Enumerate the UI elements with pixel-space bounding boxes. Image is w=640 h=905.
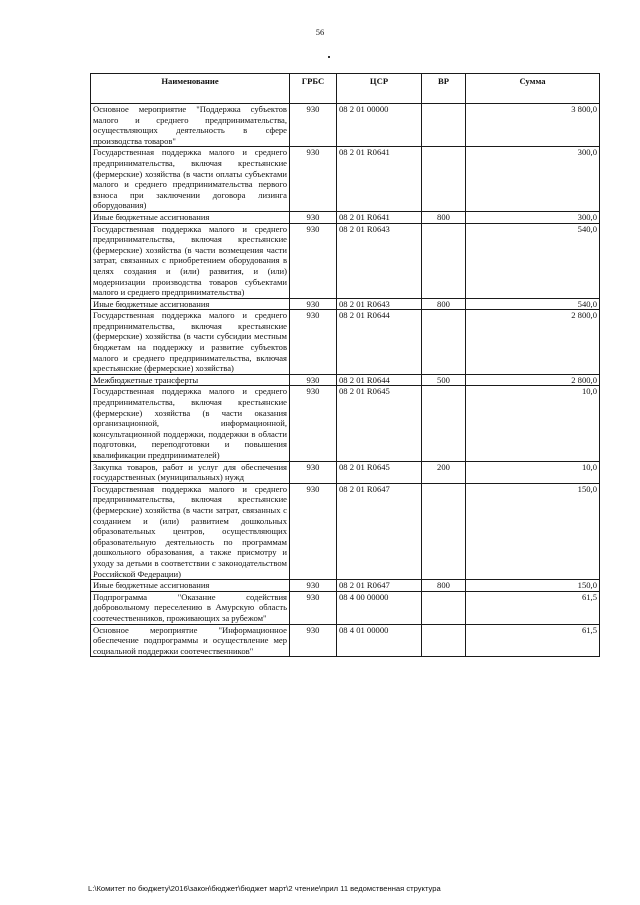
cell-name: Иные бюджетные ассигнования	[91, 580, 290, 592]
table-header-row	[91, 74, 600, 104]
cell-csr: 08 2 01 00000	[337, 104, 422, 147]
cell-sum: 10,0	[466, 386, 600, 461]
table-row	[91, 624, 600, 657]
footer-file-path: L:\Комитет по бюджету\2016\закон\бюджет\бюджет март\2 чтение\прил 11 ведомственная структура	[88, 884, 441, 893]
cell-csr: 08 2 01 R0641	[337, 211, 422, 223]
cell-vr: 800	[422, 298, 466, 310]
cell-csr: 08 4 01 00000	[337, 624, 422, 657]
cell-csr: 08 2 01 R0643	[337, 298, 422, 310]
cell-grbs: 930	[290, 310, 337, 375]
cell-name: Государственная поддержка малого и среднего предпринимательства, включая крестьянские (фермерские) хозяйства (в части оказания организационной, информационной, консультационной поддержки, поддержки в области подготовки, переподготовки и повышения квалификации предпринимателей)	[91, 386, 290, 461]
page-number: 56	[315, 27, 325, 37]
cell-sum: 2 800,0	[466, 310, 600, 375]
cell-csr: 08 2 01 R0647	[337, 483, 422, 579]
cell-sum: 150,0	[466, 483, 600, 579]
cell-vr: 800	[422, 580, 466, 592]
table-row	[91, 580, 600, 592]
table-row	[91, 310, 600, 375]
cell-csr: 08 4 00 00000	[337, 591, 422, 624]
cell-name: Государственная поддержка малого и среднего предпринимательства, включая крестьянские (фермерские) хозяйства (в части возмещения части затрат, связанных с приобретением оборудования в целях создания и (или) развития, и (или) модернизации производства товаров субъектами малого и среднего предпринимательства)	[91, 223, 290, 298]
cell-grbs: 930	[290, 624, 337, 657]
cell-name: Иные бюджетные ассигнования	[91, 298, 290, 310]
header-name: Наименование	[91, 74, 290, 104]
cell-vr: 200	[422, 461, 466, 483]
header-grbs: ГРБС	[290, 74, 337, 104]
cell-vr: 800	[422, 211, 466, 223]
table-row	[91, 461, 600, 483]
table-body	[91, 104, 600, 657]
cell-sum: 300,0	[466, 211, 600, 223]
cell-vr	[422, 483, 466, 579]
table-row	[91, 147, 600, 212]
table-row	[91, 223, 600, 298]
budget-table	[90, 73, 600, 657]
cell-grbs: 930	[290, 461, 337, 483]
cell-name: Государственная поддержка малого и среднего предпринимательства, включая крестьянские (фермерские) хозяйства (в части оплаты субъектами малого и среднего предпринимательства первого взноса при заключении договора лизинга оборудования)	[91, 147, 290, 212]
cell-grbs: 930	[290, 223, 337, 298]
cell-sum: 540,0	[466, 298, 600, 310]
cell-name: Межбюджетные трансферты	[91, 374, 290, 386]
table-row	[91, 591, 600, 624]
cell-name: Основное мероприятие "Информационное обеспечение подпрограммы и осуществление мер социальной поддержки соотечественников"	[91, 624, 290, 657]
table-row	[91, 483, 600, 579]
cell-sum: 61,5	[466, 624, 600, 657]
cell-grbs: 930	[290, 374, 337, 386]
cell-grbs: 930	[290, 580, 337, 592]
cell-csr: 08 2 01 R0644	[337, 310, 422, 375]
cell-vr	[422, 104, 466, 147]
table-row	[91, 298, 600, 310]
header-vr: ВР	[422, 74, 466, 104]
cell-vr	[422, 223, 466, 298]
header-csr: ЦСР	[337, 74, 422, 104]
cell-sum: 3 800,0	[466, 104, 600, 147]
cell-sum: 2 800,0	[466, 374, 600, 386]
cell-grbs: 930	[290, 483, 337, 579]
cell-vr	[422, 591, 466, 624]
cell-vr	[422, 624, 466, 657]
cell-sum: 300,0	[466, 147, 600, 212]
cell-csr: 08 2 01 R0645	[337, 461, 422, 483]
table-row	[91, 374, 600, 386]
cell-grbs: 930	[290, 591, 337, 624]
cell-name: Иные бюджетные ассигнования	[91, 211, 290, 223]
cell-grbs: 930	[290, 104, 337, 147]
cell-name: Основное мероприятие "Поддержка субъектов малого и среднего предпринимательства, осуществляющих деятельность в сфере производства товаров"	[91, 104, 290, 147]
cell-csr: 08 2 01 R0647	[337, 580, 422, 592]
cell-grbs: 930	[290, 147, 337, 212]
cell-csr: 08 2 01 R0645	[337, 386, 422, 461]
cell-sum: 150,0	[466, 580, 600, 592]
cell-sum: 10,0	[466, 461, 600, 483]
cell-csr: 08 2 01 R0643	[337, 223, 422, 298]
cell-vr	[422, 147, 466, 212]
cell-name: Закупка товаров, работ и услуг для обеспечения государственных (муниципальных) нужд	[91, 461, 290, 483]
cell-vr	[422, 386, 466, 461]
cell-grbs: 930	[290, 211, 337, 223]
cell-csr: 08 2 01 R0644	[337, 374, 422, 386]
table-row	[91, 104, 600, 147]
header-sum: Сумма	[466, 74, 600, 104]
cell-vr: 500	[422, 374, 466, 386]
cell-grbs: 930	[290, 386, 337, 461]
cell-csr: 08 2 01 R0641	[337, 147, 422, 212]
table-row	[91, 211, 600, 223]
cell-vr	[422, 310, 466, 375]
cell-name: Государственная поддержка малого и среднего предпринимательства, включая крестьянские (фермерские) хозяйства (в части субсидии местным бюджетам на поддержку и развитие субъектов малого и среднего предпринимательства, включая крестьянские (фермерские) хозяйства)	[91, 310, 290, 375]
cell-name: Государственная поддержка малого и среднего предпринимательства, включая крестьянские (фермерские) хозяйства (в части затрат, связанных с созданием и (или) развитием дошкольных образовательных центров, осуществляющих образовательную деятельность по программам дошкольного образования, а также присмотру и уходу за детьми в соответствии с законодательством Российской Федерации)	[91, 483, 290, 579]
cell-grbs: 930	[290, 298, 337, 310]
table-row	[91, 386, 600, 461]
scan-speck	[328, 56, 330, 58]
cell-sum: 540,0	[466, 223, 600, 298]
cell-sum: 61,5	[466, 591, 600, 624]
cell-name: Подпрограмма "Оказание содействия добровольному переселению в Амурскую область соотечественников, проживающих за рубежом"	[91, 591, 290, 624]
